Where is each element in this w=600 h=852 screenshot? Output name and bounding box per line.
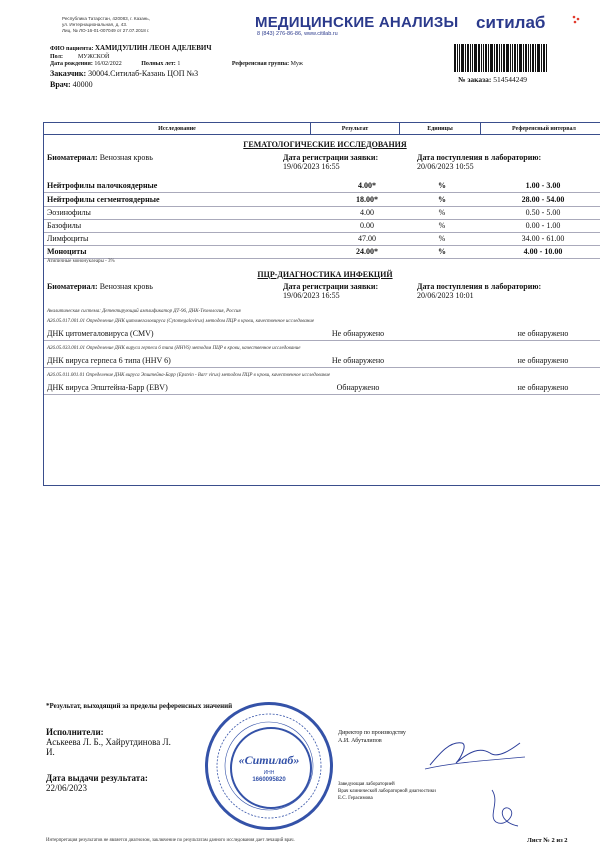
col-study: Исследование bbox=[44, 123, 311, 135]
result-value: Не обнаружено bbox=[331, 356, 385, 365]
doctor-value: 40000 bbox=[72, 80, 93, 89]
ref-group: Муж bbox=[290, 61, 303, 67]
reg-date: 19/06/2023 16:55 bbox=[283, 162, 340, 171]
director-signature bbox=[420, 733, 530, 775]
units-value: % bbox=[438, 234, 446, 243]
biomaterial: Венозная кровь bbox=[99, 153, 153, 162]
result-value: 47.00 bbox=[358, 234, 376, 243]
study-name: Лимфоциты bbox=[47, 234, 89, 243]
results-header bbox=[43, 122, 600, 135]
name-label: ФИО пациента: bbox=[50, 46, 94, 52]
contacts: 8 (843) 276-86-86, www.citilab.ru bbox=[257, 31, 338, 37]
study-name: Эозинофилы bbox=[47, 208, 91, 217]
units-value: % bbox=[438, 208, 446, 217]
lab-head-name: Е.С. Герасимова bbox=[338, 796, 373, 801]
stamp-inn: 1660095820 bbox=[252, 777, 286, 783]
row-divider bbox=[44, 192, 600, 193]
study-name: ДНК цитомегаловируса (CMV) bbox=[47, 329, 154, 338]
reference-value: 4.00 - 10.00 bbox=[523, 247, 563, 256]
method-code: A26.05.017.001.01 Определение ДНК цитомегаловируса (Cytomegalovirus) методом ПЦР в крови, качественное исследование bbox=[47, 319, 315, 324]
row-divider bbox=[44, 394, 600, 395]
analytic-system-note: Аналитическая система: Детектирующий амплификатор ДТ-96, ДНК-Технология, Россия bbox=[47, 309, 241, 314]
units-value: % bbox=[438, 247, 446, 256]
study-name: ДНК вируса Эпштейна-Барр (EBV) bbox=[47, 383, 168, 392]
biomaterial: Венозная кровь bbox=[99, 282, 153, 291]
sex-label: Пол: bbox=[50, 53, 63, 60]
issue-date: 22/06/2023 bbox=[46, 783, 88, 793]
reg-date: 19/06/2023 16:55 bbox=[283, 291, 340, 300]
issue-block bbox=[46, 773, 148, 793]
organization-stamp bbox=[205, 702, 333, 830]
out-of-range-note: *Результат, выходящий за пределы референсных значений bbox=[46, 702, 233, 710]
order-number: № заказа: 514544249 bbox=[458, 75, 528, 84]
col-result: Результат bbox=[311, 123, 400, 135]
footnote: Атипичные мононуклеары - 3% bbox=[47, 259, 115, 264]
result-value: Обнаружено bbox=[336, 383, 380, 392]
row-divider bbox=[44, 367, 600, 368]
dob-label: Дата рождения: bbox=[50, 61, 93, 67]
result-value: Не обнаружено bbox=[331, 329, 385, 338]
patient-age: 1 bbox=[177, 61, 181, 67]
row-divider bbox=[44, 340, 600, 341]
patient-info bbox=[50, 45, 303, 69]
study-name: ДНК вируса герпеса 6 типа (HHV 6) bbox=[47, 356, 171, 365]
study-name: Нейтрофилы сегментоядерные bbox=[47, 195, 160, 204]
director-name: А.И. Абуталипов bbox=[338, 738, 382, 744]
study-name: Базофилы bbox=[47, 221, 82, 230]
reference-value: не обнаружено bbox=[517, 329, 569, 338]
lab-label: Дата поступления в лабораторию: bbox=[417, 282, 542, 291]
reference-value: 0.00 - 1.00 bbox=[525, 221, 561, 230]
lab-head-signature bbox=[478, 782, 538, 832]
study-name: Моноциты bbox=[47, 247, 87, 256]
client-line: Заказчик: 30004.Ситилаб-Казань ЦОП №3 bbox=[50, 69, 199, 78]
director-title: Директор по производству bbox=[338, 730, 406, 736]
result-value: 4.00* bbox=[358, 181, 376, 190]
row-divider bbox=[44, 232, 600, 233]
reg-label: Дата регистрации заявки: bbox=[283, 153, 379, 162]
patient-name: ХАМИДУЛЛИН ЛЕОН АДЕЛЕВИЧ bbox=[95, 44, 212, 52]
age-label: Полных лет: bbox=[141, 61, 176, 67]
executors-block: Исполнители: Аськеева Л. Б., Хайрутдинова Л. И. bbox=[46, 727, 171, 757]
stamp-center: «Ситилаб» bbox=[238, 753, 300, 767]
citilab-logo: ситилаб bbox=[476, 13, 546, 32]
units-value: % bbox=[438, 221, 446, 230]
license-line: Лиц. № ЛО-16-01-007049 от 27.07.2018 г. bbox=[62, 28, 150, 33]
reg-label: Дата регистрации заявки: bbox=[283, 282, 379, 291]
units-value: % bbox=[438, 181, 446, 190]
reference-value: 28.00 - 54.00 bbox=[521, 195, 565, 204]
disclaimer: Интерпретация результатов не является диагнозом, заключение по результатам данного исследования дает лечащий врач. bbox=[46, 838, 295, 843]
row-divider bbox=[44, 245, 600, 246]
executors-label: Исполнители: bbox=[46, 727, 104, 737]
result-value: 0.00 bbox=[360, 221, 374, 230]
lab-address-line: Республика Татарстан, 420083, г. Казань, bbox=[62, 16, 150, 21]
row-divider bbox=[44, 206, 600, 207]
reference-value: 1.00 - 3.00 bbox=[525, 181, 561, 190]
result-value: 24.00* bbox=[356, 247, 378, 256]
reference-value: не обнаружено bbox=[517, 383, 569, 392]
lab-address-line: ул. Интернациональная, д. 43. bbox=[62, 22, 128, 27]
units-value: % bbox=[438, 195, 446, 204]
lab-date: 20/06/2023 10:55 bbox=[417, 162, 474, 171]
barcode bbox=[454, 44, 566, 72]
executors-names: Аськеева Л. Б., Хайрутдинова Л. bbox=[46, 737, 171, 747]
method-code: A26.05.033.001.01 Определение ДНК вируса герпеса 6 типа (HHV6) методом ПЦР в крови, качественное исследование bbox=[47, 346, 301, 351]
page-number: Лист № 2 из 2 bbox=[527, 837, 568, 844]
doctor-line: Врач: 40000 bbox=[50, 80, 93, 89]
client-value: 30004.Ситилаб-Казань ЦОП №3 bbox=[88, 69, 199, 78]
lab-label: Дата поступления в лабораторию: bbox=[417, 153, 542, 162]
row-divider bbox=[44, 219, 600, 220]
issue-label: Дата выдачи результата: bbox=[46, 773, 148, 783]
study-name: Нейтрофилы палочкоядерные bbox=[47, 181, 158, 190]
section-title: ГЕМАТОЛОГИЧЕСКИЕ ИССЛЕДОВАНИЯ bbox=[243, 140, 407, 149]
result-value: 4.00 bbox=[360, 208, 374, 217]
lab-date: 20/06/2023 10:01 bbox=[417, 291, 474, 300]
col-units: Единицы bbox=[400, 123, 481, 135]
reference-value: 34.00 - 61.00 bbox=[521, 234, 565, 243]
lab-address bbox=[62, 16, 150, 34]
method-code: A26.05.011.001.01 Определение ДНК вируса Эпштейна-Барр (Epstein - Barr virus) методом ПЦР в крови, качественное исследование bbox=[47, 373, 331, 378]
section-title: ПЦР-ДИАГНОСТИКА ИНФЕКЦИЙ bbox=[257, 270, 393, 279]
patient-sex: МУЖСКОЙ bbox=[77, 53, 110, 60]
results-frame bbox=[43, 122, 600, 486]
document-title: МЕДИЦИНСКИЕ АНАЛИЗЫ bbox=[255, 14, 459, 31]
reference-value: 0.50 - 5.00 bbox=[525, 208, 561, 217]
stamp-inn-label: ИНН bbox=[263, 770, 275, 776]
director-block bbox=[338, 729, 406, 745]
col-reference: Референсный интервал bbox=[481, 123, 600, 135]
reference-value: не обнаружено bbox=[517, 356, 569, 365]
logo-mark-icon bbox=[571, 11, 581, 21]
ref-group-label: Референсная группа: bbox=[231, 61, 290, 67]
lab-head-block: Заведующая лабораторией Врач клинической лабораторной диагностики Е.С. Герасимова bbox=[338, 782, 436, 801]
patient-dob: 16/02/2022 bbox=[94, 61, 122, 67]
result-value: 18.00* bbox=[356, 195, 378, 204]
